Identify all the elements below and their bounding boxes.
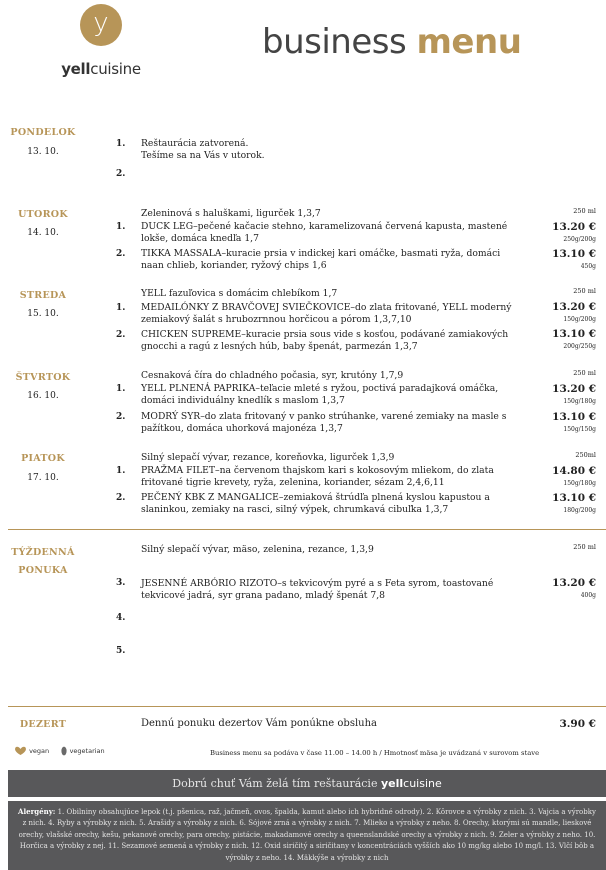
menu-item-text: Reštaurácia zatvorená. Tešíme sa na Vás v utorok. [141,138,265,161]
menu-item-weight: 180g/200g [563,507,596,514]
soup-text: Zeleninová s haluškami, ligurček 1,3,7 [141,208,321,219]
menu-item-price: 14.80 € [552,465,596,477]
menu-item-price: 13.10 € [552,411,596,423]
menu-item-weight: 150g/200g [563,316,596,323]
vegetarian-label: vegetarian [69,747,105,755]
menu-item-price: 13.20 € [552,221,596,233]
logo-brand-bold: yell [61,60,91,78]
menu-item-price: 13.20 € [552,383,596,395]
day-date-friday: 17. 10. [27,473,59,483]
day-date-thursday: 16. 10. [27,391,59,401]
title-light: business [262,22,417,62]
dessert-name: DEZERT [19,719,67,730]
weekly-name-line1: TÝŽDENNÁ [11,547,75,558]
soup-volume: 250 ml [573,369,596,377]
menu-item-weight: 450g [580,263,596,270]
footer-bar-text: Dobrú chuť Vám želá tím reštaurácie [172,777,381,790]
title-bold: menu [416,22,522,62]
menu-item-text: MEDAILÓNKY Z BRAVČOVEJ SVIEČKOVICE–do zlata fritované, YELL moderný zemiakový šalát s hrubozrnnou horčicou a pórom 1,3,7,10 [141,302,512,325]
vegan-icon [14,746,27,756]
menu-item-number: 1. [116,222,126,232]
soup-text: Silný slepačí vývar, rezance, koreňovka, ligurček 1,3,9 [141,452,395,463]
menu-item-number: 1. [116,139,126,149]
footer-brand-light: cuisine [403,777,442,790]
footer-brand [381,777,442,790]
day-name-monday: PONDELOK [10,127,76,138]
menu-item-number: 3. [116,578,126,588]
dessert-price: 3.90 € [559,718,596,730]
day-name-wednesday: STREDA [19,290,67,301]
day-name-tuesday: UTOROK [18,209,68,220]
menu-item-weight: 400g [580,592,596,599]
serving-note: Business menu sa podáva v čase 11.00 – 14.00 h / Hmotnosť mäsa je uvádzaná v surovom stave [210,749,540,757]
soup-text: Cesnaková číra do chladného počasia, syr, krutóny 1,7,9 [141,370,404,381]
menu-item-weight: 200g/250g [563,343,596,350]
menu-item-price: 13.20 € [552,301,596,313]
menu-item-number: 2. [116,249,126,259]
menu-item-text: JESENNÉ ARBÓRIO RIZOTO–s tekvicovým pyré a s Feta syrom, toastované tekvicové jadrá, syr grana padano, mladý špenát 7,8 [141,578,494,601]
menu-item-text: MODRÝ SYR–do zlata fritovaný v panko strúhanke, varené zemiaky na masle s pažítkou, domáca uhorková majonéza 1,3,7 [141,411,507,434]
menu-item-number: 2. [116,412,126,422]
menu-item-text: YELL PLNENÁ PAPRIKA–teľacie mleté s ryžou, poctivá paradajková omáčka, domáci individuálny knedlík s maslom 1,3,7 [141,383,499,406]
yellcuisine-logo [56,4,146,84]
menu-item-text: PRAŽMA FILET–na červenom thajskom kari s kokosovým mliekom, do zlata fritované tigrie krevety, ryža, zelenina, koriander, sézam 2,4,6,11 [141,465,494,488]
diet-legend [14,746,105,756]
menu-item-price: 13.10 € [552,328,596,340]
divider [8,529,606,530]
dessert-text: Dennú ponuku dezertov Vám ponúkne obsluha [141,718,377,729]
menu-item-text: DUCK LEG–pečené kačacie stehno, karamelizovaná červená kapusta, mastené lokše, domáca knedľa 1,7 [141,221,508,244]
day-date-wednesday: 15. 10. [27,309,59,319]
soup-volume: 250 ml [573,287,596,295]
soup-text: YELL fazuľovica s domácim chlebíkom 1,7 [141,288,338,299]
divider [8,706,606,707]
menu-item-price: 13.10 € [552,492,596,504]
menu-item-number: 1. [116,303,126,313]
soup-volume: 250 ml [573,543,596,551]
menu-item-number: 4. [116,613,126,623]
weekly-name-line2: PONUKA [18,565,68,576]
menu-item-weight: 150g/180g [563,480,596,487]
allergen-list [8,801,606,870]
menu-item-text: PEČENÝ KBK Z MANGALICE–zemiaková štrúdľa plnená kyslou kapustou a slaninkou, zemiaky na rasci, silný výpek, chrumkavá cibuľka 1,3,7 [141,492,490,515]
menu-item-number: 5. [116,646,126,656]
menu-item-text: TIKKA MASSALA–kuracie prsia v indickej kari omáčke, basmati ryža, domáci naan chlieb, koriander, ryžový chips 1,6 [141,248,501,271]
menu-item-price: 13.20 € [552,577,596,589]
allergen-label: Alergény: [18,807,56,816]
page-title [262,22,521,62]
logo-letter: y [93,8,109,38]
menu-item-price: 13.10 € [552,248,596,260]
day-date-monday: 13. 10. [27,147,59,157]
menu-item-weight: 150g/180g [563,398,596,405]
day-name-thursday: ŠTVRTOK [15,372,71,383]
day-date-tuesday: 14. 10. [27,228,59,238]
menu-item-number: 2. [116,330,126,340]
logo-circle [80,4,122,46]
menu-item-number: 2. [116,493,126,503]
allergen-text: 1. Obilniny obsahujúce lepok (t.j. pšenica, raž, jačmeň, ovos, špalda, kamut alebo ich hybridné odrody). 2. Kôrovce a výrobky z nich. 3. Vajcia a výrobky z nich. 4. Ryby a výrobky z nich. 5. Arašidy a výrobky z nich. 6. Sójové zrná a výrobky z nich. 7. Mlieko a výrobky z neho. 8. Orechy, ktorými sú mandle, lieskové orechy, vlašské orechy, kešu, pekanové orechy, para orechy, pistácie, makadamové orechy a queenslandské orechy a výrobky z nich. 9. Zeler a výrobky z neho. 10. Horčica a výrobky z nej. 11. Sezamové semená a výrobky z nich. 12. Oxid siričitý a siričitany v koncentráciách vyšších ako 10 mg/kg alebo 10 mg/l. 13. Vlčí bôb a výrobky z neho. 14. Mäkkýše a výrobky z nich [18,808,596,862]
day-name-friday: PIATOK [21,453,65,464]
logo-wordmark [56,60,146,78]
menu-item-weight: 250g/200g [563,236,596,243]
logo-brand-light: cuisine [90,60,141,78]
menu-item-number: 2. [116,169,126,179]
menu-item-text: CHICKEN SUPREME–kuracie prsia sous vide s kosťou, podávané zamiakových gnocchi a ragú z lesných húb, baby špenát, parmezán 1,3,7 [141,329,509,352]
menu-item-number: 1. [116,384,126,394]
vegan-label: vegan [29,747,50,755]
soup-volume: 250 ml [573,207,596,215]
vegetarian-icon [60,746,68,756]
menu-item-number: 1. [116,466,126,476]
soup-text: Silný slepačí vývar, mäso, zelenina, rezance, 1,3,9 [141,544,374,555]
footer-bar [8,770,606,797]
soup-volume: 250ml [575,451,596,459]
menu-item-weight: 150g/150g [563,426,596,433]
footer-brand-bold: yell [380,777,404,790]
